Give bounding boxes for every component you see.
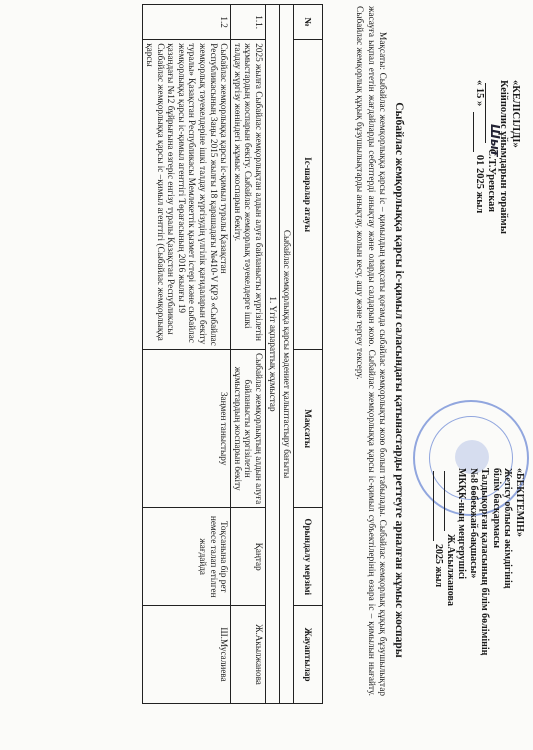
approval-left-date bbox=[473, 80, 485, 340]
approval-right-name: Ж.Акылжанова bbox=[445, 534, 456, 606]
signature-line bbox=[445, 471, 456, 531]
approval-right-date bbox=[433, 468, 445, 698]
date-close-quote: » bbox=[474, 98, 485, 109]
row-activity: 2025 жылға Сыбайлас жемқорлықтан алдын алуға байланысты жүргізілетін жұмыстардың жоспарын бекіту. Сыбайлас жемқорлық тәуекелдерге ішкі талдау жүргізу жөніндегі жұмыс жоспарын бекіту. bbox=[231, 40, 266, 350]
approval-right-heading: «БЕКІТЕМІН» bbox=[514, 468, 525, 537]
date-year: 2025 жыл bbox=[433, 544, 445, 588]
subsection-title: 1. Үгіт ақпараттық жұмыстар bbox=[266, 5, 280, 704]
date-underline bbox=[473, 112, 484, 152]
date-month: 01 bbox=[474, 154, 485, 166]
table-row bbox=[231, 5, 266, 704]
work-plan-table bbox=[142, 4, 323, 704]
approval-left-name: С.Т.Уревская bbox=[486, 148, 497, 213]
row-number: 1.1. bbox=[231, 5, 266, 40]
table-header-row bbox=[294, 5, 323, 704]
row-activity: Сыбайлас жемқорлыққа қарсы іс-қимыл туралы Қазақстан Республикасының Заңы 2015 жылғы 18 қарашадағы №410-V ҚРЗ «Сыбайлас жемқорлық тәуекелдеріне ішкі талдау жүргізудің үлгілік қағидаларын бекіту туралы» Қазақстан Республикасы Мемлекеттік қызмет істері және сыбайлас жемқорлыққа қарсы іс-қимыл агенттігі Төрағасының 2016 жылғы 19 қазандағы №12 бұйрығына өзгеріс енгізу туралы Қазақстан Республикасы Сыбайлас жемқорлыққа қарсы іс –қимыл агенттігі (Сыбайлас жемқорлыққа қарсы bbox=[143, 40, 231, 350]
date-day: 15 bbox=[474, 87, 485, 99]
row-goal: Заңмен таныстыру bbox=[143, 349, 231, 507]
row-term: Қаңтар bbox=[231, 508, 266, 606]
header-activity: Іс-шаралар атауы bbox=[294, 40, 323, 350]
document-title: Сыбайлас жемқорлыққа қарсы іс-қимыл саласындағы қатынастарды реттеуге арналған жұмыс жоспары bbox=[393, 102, 405, 658]
table-section-row bbox=[280, 5, 294, 704]
table-row bbox=[143, 5, 231, 704]
date-underline bbox=[433, 471, 444, 541]
signature: Шыт bbox=[488, 124, 502, 157]
approval-right-line-2: білім басқармасы bbox=[491, 468, 502, 549]
approval-right-line-4: №8 бөбекжай-бақшасы» bbox=[468, 468, 479, 579]
header-responsible: Жауаптылар bbox=[294, 606, 323, 704]
approval-right-block bbox=[433, 468, 525, 698]
approval-left-heading: «КЕЛІСІЛДІ» bbox=[510, 80, 521, 148]
row-goal: Сыбайлас жемқорлықтың алдын алуға байланысты жүргізілетін жұмыстардың жоспарын бекіту bbox=[231, 349, 266, 507]
date-year: 2025 жыл bbox=[474, 168, 485, 214]
row-term: Тоқсанына бір рет немесе талап етілген жағдайда bbox=[143, 508, 231, 606]
section-title: Сыбайлас жемқорлыққа қарсы мәдениет қалыптастыру бағыты bbox=[280, 5, 294, 704]
row-responsible: Ш.Мусалиева bbox=[143, 606, 231, 704]
table-subsection-row bbox=[266, 5, 280, 704]
approval-left-block bbox=[473, 80, 521, 340]
intro-paragraph: Мақсаты: Сыбайлас жемқорлыққа қарсы іс – қимылдың мақсаты қоғамда сыбайлас жемқорлықты жою болып табылады. Сыбайлас жемқорлық құқық бұзушылықтар жасауға ықпал ететін жағдайларды себептерді анықтау және оларды салдарын жою. Сыбайлас жемқорлыққа қарсы іс-қимыл субъектілерінің өзара іс – қимылын нығайту. Сыбайлас жемқорлық құқық бұзушылықтарды анықтау, жолын кесу, ашу және тергеу тексеру. bbox=[354, 6, 387, 696]
approval-right-line-3: Талдықорған қаласының білім бөлімінің bbox=[479, 468, 491, 656]
row-number: 1.2 bbox=[143, 5, 231, 40]
approval-right-line-5: МКҚК-ның меңгерушісі bbox=[456, 468, 468, 580]
header-number: № bbox=[294, 5, 323, 40]
approval-right-line-1: Жетісу облысы әкімдігінің bbox=[502, 468, 514, 589]
header-goal: Мақсаты bbox=[294, 349, 323, 507]
approval-left-name-line bbox=[485, 80, 502, 340]
approval-left-position: Кеійполис ұйымдарын тораймы bbox=[498, 80, 509, 234]
approval-right-name-line bbox=[445, 468, 457, 698]
header-term: Орындалу мерзімі bbox=[294, 508, 323, 606]
date-open-quote: « bbox=[474, 80, 485, 88]
row-responsible: Ж.Акылжанова bbox=[231, 606, 266, 704]
